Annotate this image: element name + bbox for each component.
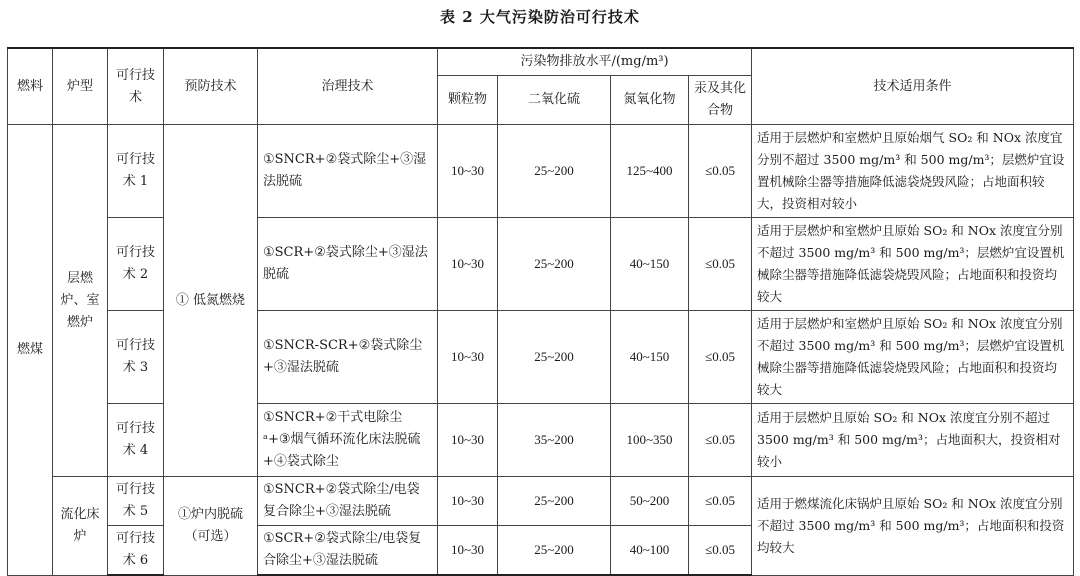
mercury-cell: ≤0.05 [689,404,752,477]
furnace-fluid: 流化床炉 [53,477,108,576]
treatment-cell: ①SNCR+②袋式除尘/电袋复合除尘+③湿法脱硫 [258,477,438,526]
tech-name: 可行技术 4 [108,404,164,477]
fuel-coal: 燃煤 [8,125,53,576]
tech-name: 可行技术 1 [108,125,164,218]
header-mercury: 汞及其化合物 [689,76,752,125]
mercury-cell: ≤0.05 [689,125,752,218]
mercury-cell: ≤0.05 [689,477,752,526]
table-row [8,125,1074,218]
nox-cell: 125~400 [611,125,689,218]
so2-cell: 25~200 [498,526,611,576]
so2-cell: 25~200 [498,218,611,311]
particulate-cell: 10~30 [438,404,498,477]
treatment-cell: ①SNCR+②袋式除尘+③湿法脱硫 [258,125,438,218]
header-fuel: 燃料 [8,48,53,125]
header-nox: 氮氧化物 [611,76,689,125]
nox-cell: 50~200 [611,477,689,526]
condition-cell: 适用于层燃炉且原始 SO₂ 和 NOx 浓度宜分别不超过 3500 mg/m³ 和 500 mg/m³；占地面积大，投资相对较小 [752,404,1074,477]
header-treatment: 治理技术 [258,48,438,125]
tech-name: 可行技术 3 [108,311,164,404]
header-emission-level: 污染物排放水平/(mg/m³) [438,48,752,76]
furnace-layer: 层燃炉、室燃炉 [53,125,108,477]
table-title: 表 2 大气污染防治可行技术 [440,8,640,26]
so2-cell: 25~200 [498,477,611,526]
condition-cell: 适用于层燃炉和室燃炉且原始 SO₂ 和 NOx 浓度宜分别不超过 3500 mg/m³ 和 500 mg/m³；层燃炉宜设置机械除尘器等措施降低滤袋烧毁风险；占地面积和投资均较大 [752,311,1074,404]
nox-cell: 100~350 [611,404,689,477]
prevention-in-furnace: ①炉内脱硫（可选） [164,477,258,576]
tech-name: 可行技术 5 [108,477,164,526]
particulate-cell: 10~30 [438,526,498,576]
nox-cell: 40~150 [611,218,689,311]
header-particulate: 颗粒物 [438,76,498,125]
particulate-cell: 10~30 [438,218,498,311]
header-so2: 二氧化硫 [498,76,611,125]
mercury-cell: ≤0.05 [689,526,752,576]
treatment-cell: ①SNCR-SCR+②袋式除尘+③湿法脱硫 [258,311,438,404]
header-feasible: 可行技术 [108,48,164,125]
particulate-cell: 10~30 [438,125,498,218]
condition-cell: 适用于层燃炉和室燃炉且原始 SO₂ 和 NOx 浓度宜分别不超过 3500 mg/m³ 和 500 mg/m³；层燃炉宜设置机械除尘器等措施降低滤袋烧毁风险；占地面积和投资均较大 [752,218,1074,311]
prevention-low-nox: ① 低氮燃烧 [164,125,258,477]
so2-cell: 35~200 [498,404,611,477]
treatment-cell: ①SCR+②袋式除尘/电袋复合除尘+③湿法脱硫 [258,526,438,576]
particulate-cell: 10~30 [438,311,498,404]
condition-cell: 适用于层燃炉和室燃炉且原始烟气 SO₂ 和 NOx 浓度宜分别不超过 3500 mg/m³ 和 500 mg/m³；层燃炉宜设置机械除尘器等措施降低滤袋烧毁风险；占地面积较大，投资相对较小 [752,125,1074,218]
mercury-cell: ≤0.05 [689,311,752,404]
header-furnace: 炉型 [53,48,108,125]
treatment-cell: ①SCR+②袋式除尘+③湿法脱硫 [258,218,438,311]
header-condition: 技术适用条件 [752,48,1074,125]
tech-name: 可行技术 6 [108,526,164,576]
so2-cell: 25~200 [498,125,611,218]
tech-name: 可行技术 2 [108,218,164,311]
so2-cell: 25~200 [498,311,611,404]
mercury-cell: ≤0.05 [689,218,752,311]
treatment-cell: ①SNCR+②干式电除尘 ᵃ+③烟气循环流化床法脱硫+④袋式除尘 [258,404,438,477]
particulate-cell: 10~30 [438,477,498,526]
condition-cell: 适用于燃煤流化床锅炉且原始 SO₂ 和 NOx 浓度宜分别不超过 3500 mg/m³ 和 500 mg/m³；占地面积和投资均较大 [752,477,1074,576]
nox-cell: 40~150 [611,311,689,404]
nox-cell: 40~100 [611,526,689,576]
feasible-technology-table [7,47,1074,576]
header-prevention: 预防技术 [164,48,258,125]
table-row [8,477,1074,526]
